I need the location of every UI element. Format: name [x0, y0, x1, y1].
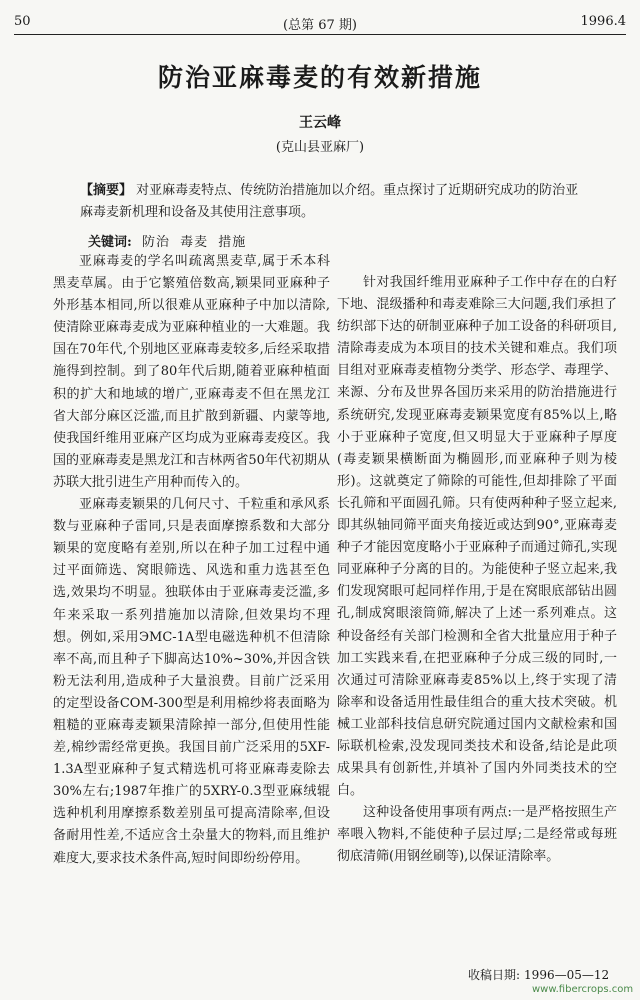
received-value: 1996—05—12: [524, 968, 610, 982]
body-paragraph: 针对我国纤维用亚麻种子工作中存在的白籽下地、混级播种和毒麦难除三大问题,我们承担了纺织部下达的研制亚麻种子加工设备的科研项目,清除毒麦成为本项目的技术关键和难点。我们项目组对亚麻毒麦植物分类学、形态学、毒理学、来源、分布及世界各国历来采用的防治措施进行系统研究,发现亚麻毒麦颖果宽度有85%以上,略小于亚麻种子宽度,但又明显大于亚麻种子厚度(毒麦颖果横断面为椭圆形,而亚麻种子则为棱形)。这就奠定了筛除的可能性,但却排除了平面长孔筛和平面圆孔筛。只有使两种种子竖立起来,即其纵轴同筛平面夹角接近或达到90°,亚麻毒麦种子才能因宽度略小于亚麻种子而通过筛孔,实现同亚麻种子分离的目的。为能使种子竖立起来,我们发现窝眼可起同样作用,于是在窝眼底部钻出圆孔,制成窝眼滚筒筛,解决了上述一系列难点。这种设备经有关部门检测和全省大批量应用于种子加工实践来看,在把亚麻种子分成三级的同时,一次通过可清除亚麻毒麦85%以上,终于实现了清除率和设备适用性最佳组合的重大技术突破。机械工业部科技信息研究院通过国内文献检索和国际联机检索,没发现同类技术和设备,结论是此项成果具有创新性,并填补了国内外同类技术的空白。: [337, 275, 617, 799]
article-affiliation: (克山县亚麻厂): [275, 140, 365, 155]
keyword: 措施: [218, 235, 247, 250]
watermark: www.fibercrops.com: [532, 984, 634, 995]
abstract: [80, 180, 580, 224]
body-column-left: [53, 251, 330, 870]
page-header: [14, 8, 626, 36]
issue-number: (总第 67 期): [283, 18, 357, 33]
received-date: [468, 966, 609, 983]
body-paragraph: 这种设备使用事项有两点:一是严格按照生产率喂入物料,不能使种子层过厚;二是经常或每班彻底清筛(用钢丝刷等),以保证清除率。: [337, 805, 617, 865]
body-column-right: [337, 272, 617, 869]
keywords: [88, 231, 246, 250]
article-author: 王云峰: [299, 115, 341, 131]
abstract-text: 对亚麻毒麦特点、传统防治措施加以介绍。重点探讨了近期研究成功的防治亚麻毒麦新机理和设备及其使用注意事项。: [80, 183, 579, 220]
body-paragraph: 亚麻毒麦的学名叫疏离黑麦草,属于禾本科黑麦草属。由于它繁殖倍数高,颖果同亚麻种子外形基本相同,所以很难从亚麻种子中加以清除,使清除亚麻毒麦成为亚麻种植业的一大难题。我国在70年代,个别地区亚麻毒麦较多,后经采取措施得到控制。到了80年代后期,随着亚麻种植面积的扩大和地域的增广,亚麻毒麦不但在黑龙江省大部分麻区泛滥,而且扩散到新疆、内蒙等地,使我国纤维用亚麻产区均成为亚麻毒麦疫区。我国的亚麻毒麦是黑龙江和吉林两省50年代初期从苏联大批引进生产用种而传入的。: [53, 254, 330, 490]
header-rule: [14, 34, 626, 35]
abstract-label: 【摘要】: [80, 183, 133, 198]
body-paragraph: 亚麻毒麦颖果的几何尺寸、千粒重和承风系数与亚麻种子雷同,只是表面摩擦系数和大部分颖果的宽度略有差别,所以在种子加工过程中通过平面筛选、窝眼筛选、风选和重力选甚至色选,效果均不明显。独联体由于亚麻毒麦泛滥,多年来采取一系列措施加以清除,但效果均不理想。例如,采用ЭМС-1A型电磁选种机不但清除率不高,而且种子下脚高达10%~30%,并因含铁粉无法利用,造成种子大量浪费。目前广泛采用的定型设备COM-300型是利用棉纱将表面略为粗糙的亚麻毒麦颖果清除掉一部分,但使用性能差,棉纱需经常更换。我国目前广泛采用的5XF-1.3A型亚麻种子复式精选机可将亚麻毒麦除去30%左右;1987年推广的5XRY-0.3型亚麻绒辊选种机利用摩擦系数差别虽可提高清除率,但设备耐用性差,不适应含土杂量大的物料,而且维护难度大,要求技术条件高,短时间即纷纷停用。: [53, 497, 330, 866]
received-label: 收稿日期:: [468, 968, 521, 982]
issue-date: 1996.4: [580, 14, 626, 29]
article-title: 防治亚麻毒麦的有效新措施: [157, 63, 482, 92]
page-number: 50: [14, 14, 31, 29]
keywords-label: 关键词:: [88, 235, 132, 250]
keyword: 毒麦: [180, 235, 209, 250]
keyword: 防治: [141, 235, 170, 250]
